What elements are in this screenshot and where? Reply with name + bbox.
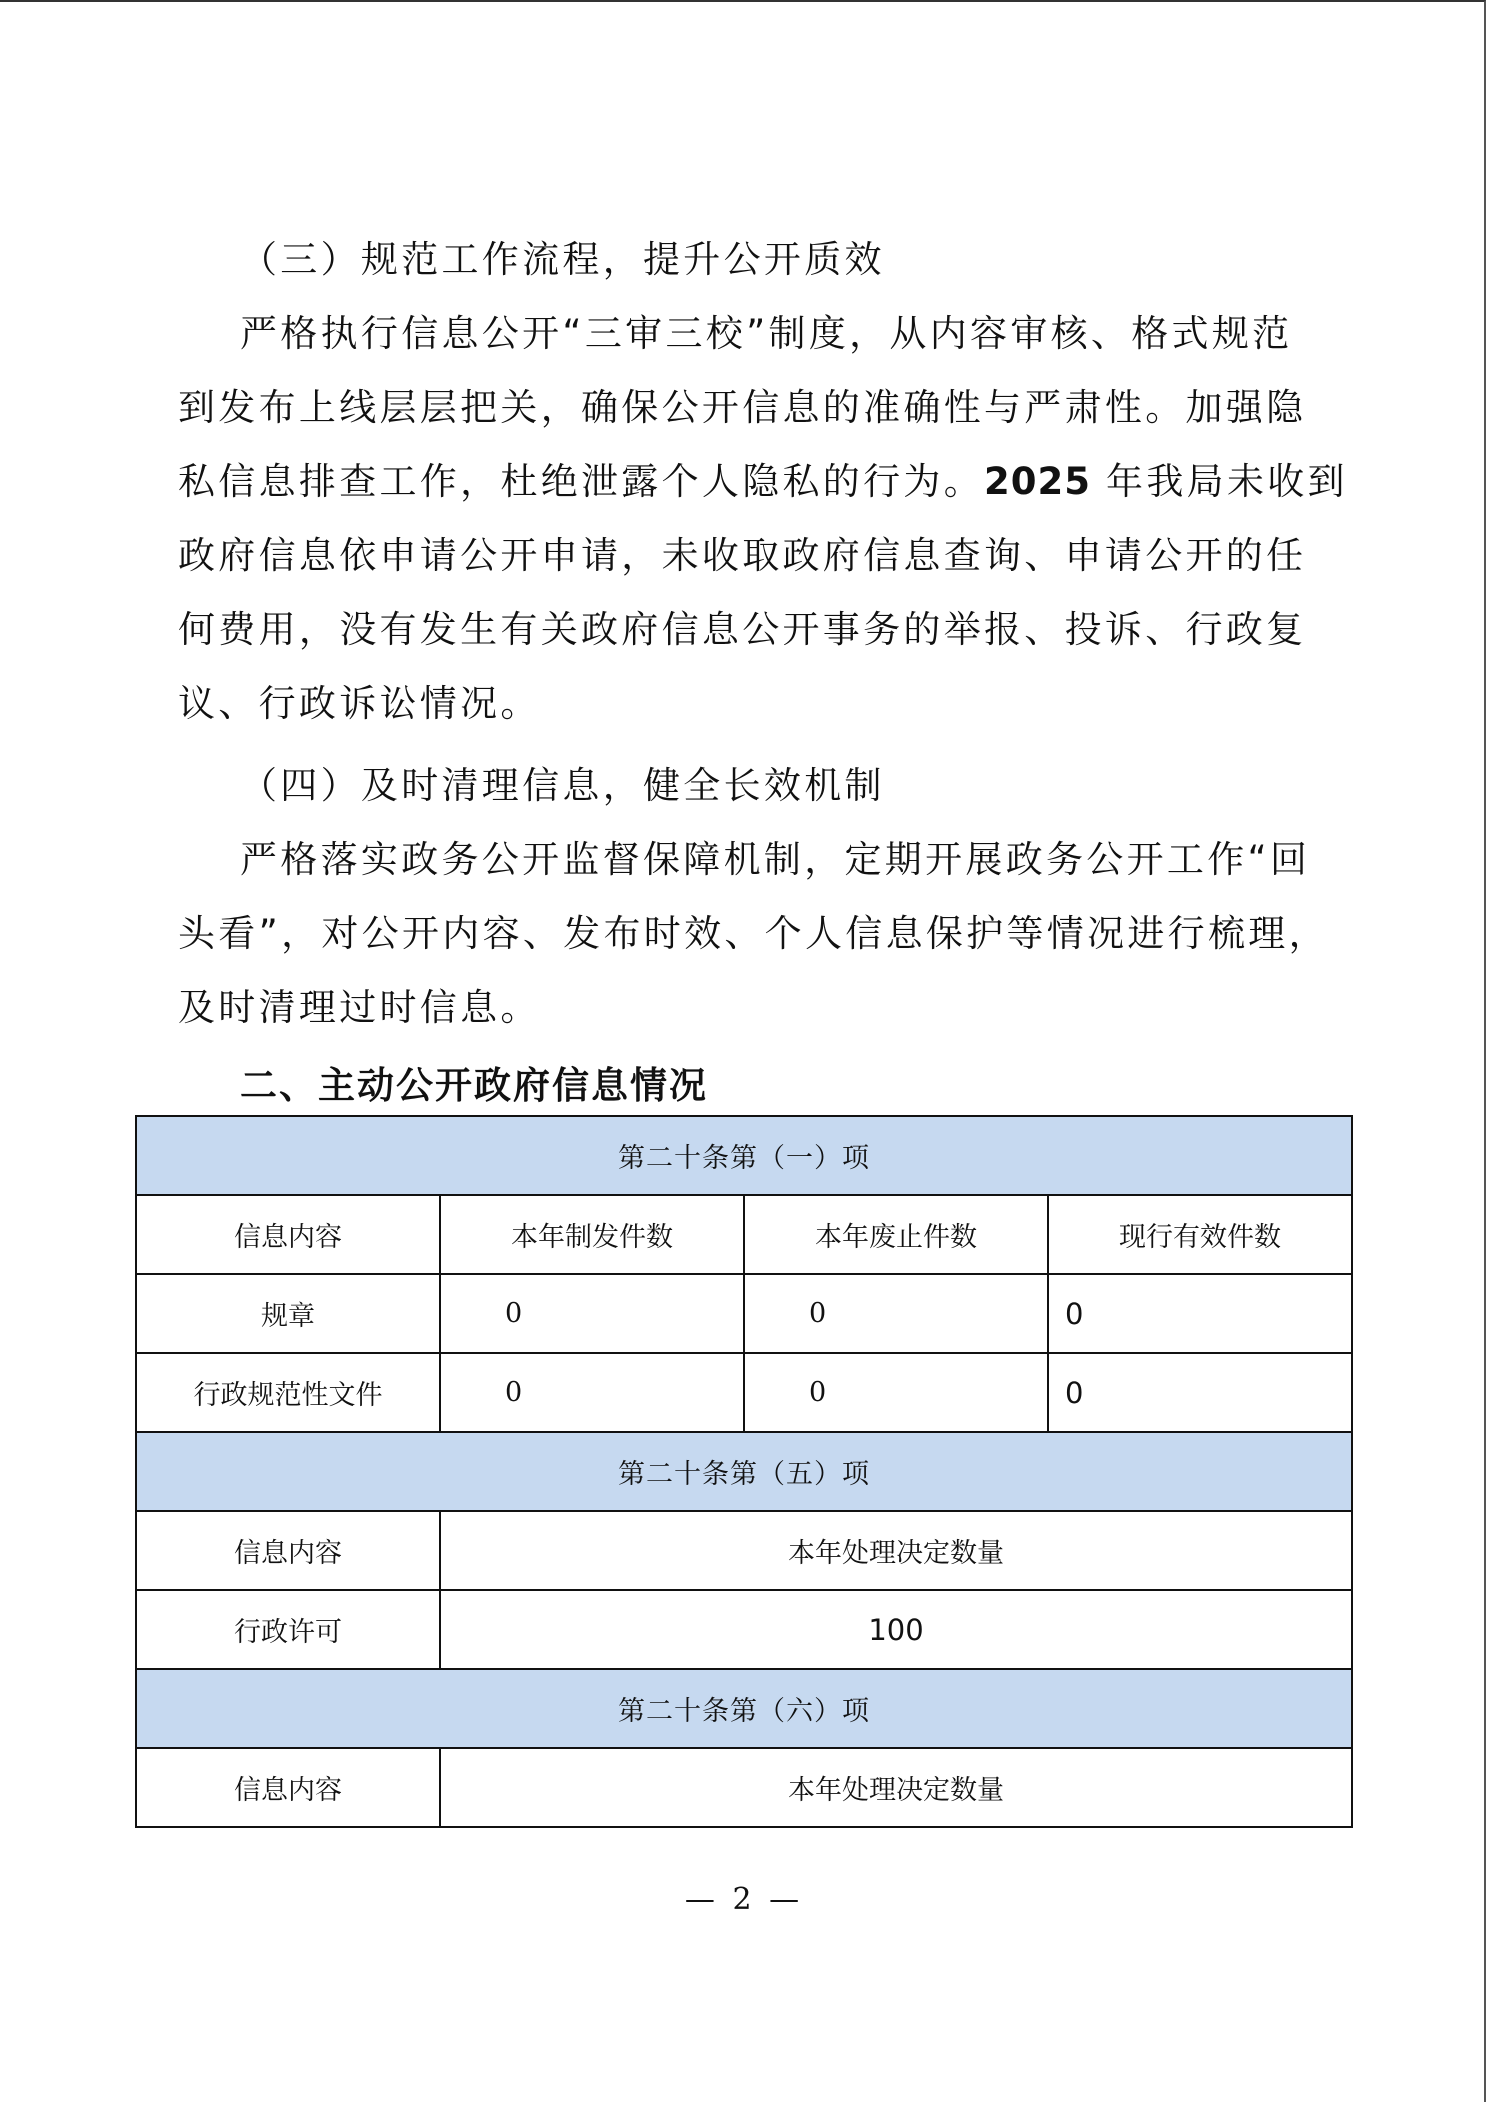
paragraph-text: 私信息排查工作，杜绝泄露个人隐私的行为。 (178, 460, 984, 503)
column-header: 信息内容 (136, 1195, 440, 1274)
table-header-row (136, 1748, 1352, 1827)
issued-count: 0 (440, 1274, 744, 1353)
row-label: 行政许可 (136, 1590, 440, 1669)
page-number: — 2 — (684, 1882, 804, 1917)
year-number: 2025 (984, 460, 1091, 503)
paragraph-line: 政府信息依申请公开申请，未收取政府信息查询、申请公开的任 (178, 534, 1307, 577)
part-2-heading: 二、主动公开政府信息情况 (240, 1064, 708, 1107)
decision-count: 100 (440, 1590, 1352, 1669)
valid-count: 0 (1048, 1353, 1352, 1432)
paragraph-line: 及时清理过时信息。 (178, 986, 541, 1029)
table-section-header (136, 1116, 1352, 1195)
section-title: 第二十条第（一）项 (136, 1116, 1352, 1195)
column-header: 本年废止件数 (744, 1195, 1048, 1274)
paragraph-line: 议、行政诉讼情况。 (178, 682, 541, 725)
valid-count: 0 (1048, 1274, 1352, 1353)
column-header: 信息内容 (136, 1511, 440, 1590)
paragraph-line: 严格落实政务公开监督保障机制，定期开展政务公开工作“回 (240, 838, 1311, 881)
column-header: 本年处理决定数量 (440, 1511, 1352, 1590)
table-section-header (136, 1432, 1352, 1511)
paragraph-line: 到发布上线层层把关，确保公开信息的准确性与严肃性。加强隐 (178, 386, 1307, 429)
column-header: 信息内容 (136, 1748, 440, 1827)
column-header: 现行有效件数 (1048, 1195, 1352, 1274)
section-4-heading: （四）及时清理信息，健全长效机制 (240, 764, 885, 807)
row-label: 行政规范性文件 (136, 1353, 440, 1432)
abolished-count: 0 (744, 1274, 1048, 1353)
paragraph-text: 年我局未收到 (1106, 460, 1348, 503)
table-section-header (136, 1669, 1352, 1748)
abolished-count: 0 (744, 1353, 1048, 1432)
paragraph-line (178, 460, 1348, 504)
paragraph-line: 严格执行信息公开“三审三校”制度，从内容审核、格式规范 (240, 312, 1293, 355)
section-title: 第二十条第（五）项 (136, 1432, 1352, 1511)
table-header-row (136, 1195, 1352, 1274)
section-title: 第二十条第（六）项 (136, 1669, 1352, 1748)
table-row (136, 1353, 1352, 1432)
paragraph-line: 头看”，对公开内容、发布时效、个人信息保护等情况进行梳理， (178, 912, 1329, 955)
paragraph-line: 何费用，没有发生有关政府信息公开事务的举报、投诉、行政复 (178, 608, 1307, 651)
issued-count: 0 (440, 1353, 744, 1432)
column-header: 本年制发件数 (440, 1195, 744, 1274)
column-header: 本年处理决定数量 (440, 1748, 1352, 1827)
section-3-heading: （三）规范工作流程，提升公开质效 (240, 238, 885, 281)
row-label: 规章 (136, 1274, 440, 1353)
disclosure-table (135, 1115, 1353, 1828)
table-header-row (136, 1511, 1352, 1590)
table-row (136, 1274, 1352, 1353)
table-row (136, 1590, 1352, 1669)
